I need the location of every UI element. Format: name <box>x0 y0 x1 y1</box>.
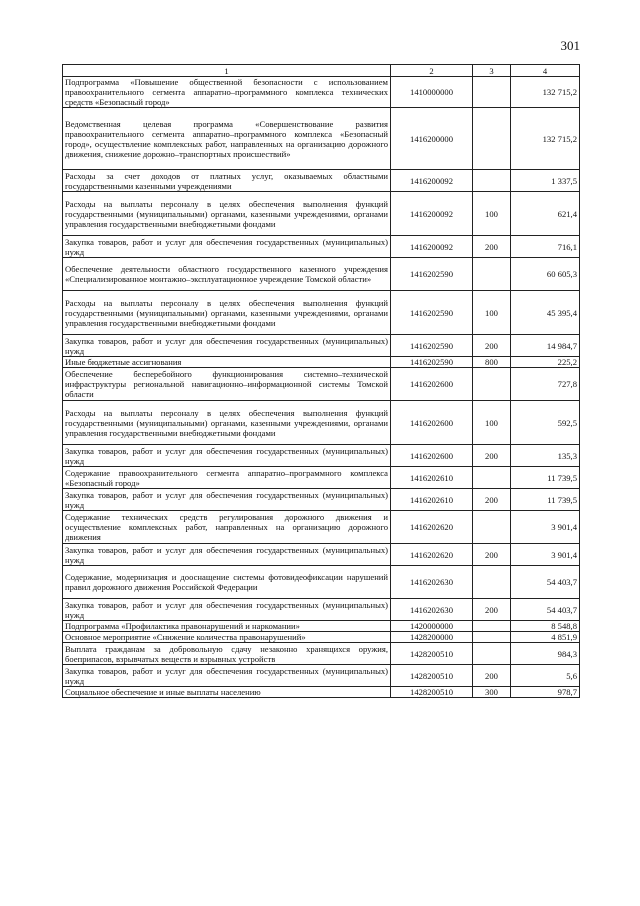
row-name-cell: Расходы за счет доходов от платных услуг, оказываемых областными государственными казенными учреждениями <box>63 170 391 192</box>
row-type-cell <box>473 170 511 192</box>
table-row <box>63 335 580 357</box>
table-body <box>63 77 580 698</box>
row-name-cell: Содержание правоохранительного сегмента аппаратно–программного комплекса «Безопасный город» <box>63 467 391 489</box>
row-name-cell: Подпрограмма «Повышение общественной безопасности с использованием правоохранительного сегмента аппаратно–программного комплекса технических средств «Безопасный город» <box>63 77 391 108</box>
row-amount-cell: 3 901,4 <box>511 511 580 544</box>
row-code-cell: 1416202610 <box>391 467 473 489</box>
row-code-cell: 1428200510 <box>391 643 473 665</box>
row-type-cell: 100 <box>473 401 511 445</box>
row-type-cell: 200 <box>473 489 511 511</box>
row-name-cell: Иные бюджетные ассигнования <box>63 357 391 368</box>
row-name-cell: Расходы на выплаты персоналу в целях обеспечения выполнения функций государственными (муниципальными) органами, казенными учреждениями, органами управления государственными внебюджетными фондами <box>63 291 391 335</box>
row-code-cell: 1428200510 <box>391 687 473 698</box>
row-amount-cell: 716,1 <box>511 236 580 258</box>
row-type-cell: 200 <box>473 335 511 357</box>
page-number: 301 <box>560 38 580 53</box>
row-code-cell: 1416200092 <box>391 192 473 236</box>
row-type-cell: 100 <box>473 192 511 236</box>
table-row <box>63 170 580 192</box>
header-col-3: 3 <box>473 65 511 77</box>
row-code-cell: 1416202600 <box>391 445 473 467</box>
table-row <box>63 291 580 335</box>
table-header <box>63 65 580 77</box>
row-amount-cell: 45 395,4 <box>511 291 580 335</box>
row-type-cell: 200 <box>473 665 511 687</box>
header-col-2: 2 <box>391 65 473 77</box>
header-row <box>63 65 580 77</box>
row-type-cell <box>473 108 511 170</box>
table-row <box>63 445 580 467</box>
row-name-cell: Обеспечение деятельности областного государственного казенного учреждения «Специализированное монтажно–эксплуатационное учреждение Томской области» <box>63 258 391 291</box>
row-name-cell: Закупка товаров, работ и услуг для обеспечения государственных (муниципальных) нужд <box>63 599 391 621</box>
row-name-cell: Расходы на выплаты персоналу в целях обеспечения выполнения функций государственными (муниципальными) органами, казенными учреждениями, органами управления государственными внебюджетными фондами <box>63 192 391 236</box>
row-amount-cell: 727,8 <box>511 368 580 401</box>
table-row <box>63 77 580 108</box>
row-code-cell: 1416202620 <box>391 511 473 544</box>
table-row <box>63 544 580 566</box>
row-type-cell <box>473 467 511 489</box>
row-type-cell: 200 <box>473 445 511 467</box>
row-amount-cell: 132 715,2 <box>511 77 580 108</box>
row-name-cell: Закупка товаров, работ и услуг для обеспечения государственных (муниципальных) нужд <box>63 665 391 687</box>
row-amount-cell: 984,3 <box>511 643 580 665</box>
row-type-cell: 100 <box>473 291 511 335</box>
row-name-cell: Содержание, модернизация и дооснащение системы фотовидеофиксации нарушений правил дорожного движения Российской Федерации <box>63 566 391 599</box>
header-col-4: 4 <box>511 65 580 77</box>
row-amount-cell: 135,3 <box>511 445 580 467</box>
row-name-cell: Обеспечение бесперебойного функционирования системно–технической инфраструктуры региональной навигационно–информационной системы Томской области <box>63 368 391 401</box>
table-row <box>63 621 580 632</box>
row-code-cell: 1416202590 <box>391 335 473 357</box>
row-amount-cell: 3 901,4 <box>511 544 580 566</box>
row-amount-cell: 5,6 <box>511 665 580 687</box>
row-code-cell: 1416200092 <box>391 236 473 258</box>
row-code-cell: 1416202630 <box>391 599 473 621</box>
row-name-cell: Основное мероприятие «Снижение количества правонарушений» <box>63 632 391 643</box>
table-row <box>63 643 580 665</box>
row-code-cell: 1416200000 <box>391 108 473 170</box>
table-row <box>63 467 580 489</box>
row-type-cell: 200 <box>473 544 511 566</box>
row-name-cell: Закупка товаров, работ и услуг для обеспечения государственных (муниципальных) нужд <box>63 544 391 566</box>
table-row <box>63 665 580 687</box>
table-row <box>63 236 580 258</box>
row-amount-cell: 54 403,7 <box>511 566 580 599</box>
row-name-cell: Закупка товаров, работ и услуг для обеспечения государственных (муниципальных) нужд <box>63 236 391 258</box>
row-type-cell: 800 <box>473 357 511 368</box>
row-name-cell: Закупка товаров, работ и услуг для обеспечения государственных (муниципальных) нужд <box>63 445 391 467</box>
row-code-cell: 1416202600 <box>391 401 473 445</box>
row-type-cell: 200 <box>473 236 511 258</box>
row-amount-cell: 4 851,9 <box>511 632 580 643</box>
table-row <box>63 192 580 236</box>
table-row <box>63 632 580 643</box>
row-code-cell: 1416202600 <box>391 368 473 401</box>
table-row <box>63 599 580 621</box>
table-row <box>63 511 580 544</box>
row-type-cell <box>473 511 511 544</box>
row-name-cell: Расходы на выплаты персоналу в целях обеспечения выполнения функций государственными (муниципальными) органами, казенными учреждениями, органами управления государственными внебюджетными фондами <box>63 401 391 445</box>
row-name-cell: Социальное обеспечение и иные выплаты населению <box>63 687 391 698</box>
row-type-cell <box>473 566 511 599</box>
row-code-cell: 1428200000 <box>391 632 473 643</box>
row-name-cell: Выплата гражданам за добровольную сдачу незаконно хранящихся оружия, боеприпасов, взрывчатых веществ и взрывных устройств <box>63 643 391 665</box>
row-code-cell: 1416202610 <box>391 489 473 511</box>
row-type-cell <box>473 632 511 643</box>
row-amount-cell: 54 403,7 <box>511 599 580 621</box>
row-code-cell: 1416202620 <box>391 544 473 566</box>
row-code-cell: 1410000000 <box>391 77 473 108</box>
row-code-cell: 1416202590 <box>391 357 473 368</box>
row-type-cell <box>473 621 511 632</box>
row-amount-cell: 225,2 <box>511 357 580 368</box>
row-name-cell: Закупка товаров, работ и услуг для обеспечения государственных (муниципальных) нужд <box>63 489 391 511</box>
table-row <box>63 489 580 511</box>
row-amount-cell: 8 548,8 <box>511 621 580 632</box>
row-name-cell: Содержание технических средств регулирования дорожного движения и осуществление комплексных работ, направленных на организацию дорожного движения <box>63 511 391 544</box>
row-type-cell <box>473 643 511 665</box>
table-row <box>63 566 580 599</box>
row-amount-cell: 1 337,5 <box>511 170 580 192</box>
row-type-cell: 200 <box>473 599 511 621</box>
row-name-cell: Закупка товаров, работ и услуг для обеспечения государственных (муниципальных) нужд <box>63 335 391 357</box>
row-code-cell: 1420000000 <box>391 621 473 632</box>
budget-table <box>62 64 580 698</box>
row-amount-cell: 621,4 <box>511 192 580 236</box>
row-code-cell: 1416202630 <box>391 566 473 599</box>
row-name-cell: Подпрограмма «Профилактика правонарушений и наркомании» <box>63 621 391 632</box>
row-name-cell: Ведомственная целевая программа «Совершенствование развития правоохранительного сегмента аппаратно–программного комплекса «Безопасный город», осуществление комплексных работ, направленных на организацию дорожного движения, снижение дорожно–транспортных происшествий» <box>63 108 391 170</box>
header-col-1: 1 <box>63 65 391 77</box>
row-amount-cell: 978,7 <box>511 687 580 698</box>
row-type-cell: 300 <box>473 687 511 698</box>
row-type-cell <box>473 77 511 108</box>
table-row <box>63 357 580 368</box>
row-amount-cell: 11 739,5 <box>511 467 580 489</box>
table-row <box>63 401 580 445</box>
row-type-cell <box>473 258 511 291</box>
table-row <box>63 368 580 401</box>
row-amount-cell: 11 739,5 <box>511 489 580 511</box>
row-code-cell: 1416202590 <box>391 258 473 291</box>
row-code-cell: 1416202590 <box>391 291 473 335</box>
table-row <box>63 687 580 698</box>
row-code-cell: 1428200510 <box>391 665 473 687</box>
row-code-cell: 1416200092 <box>391 170 473 192</box>
row-amount-cell: 60 605,3 <box>511 258 580 291</box>
row-amount-cell: 14 984,7 <box>511 335 580 357</box>
table-row <box>63 108 580 170</box>
row-amount-cell: 592,5 <box>511 401 580 445</box>
row-amount-cell: 132 715,2 <box>511 108 580 170</box>
row-type-cell <box>473 368 511 401</box>
table-row <box>63 258 580 291</box>
